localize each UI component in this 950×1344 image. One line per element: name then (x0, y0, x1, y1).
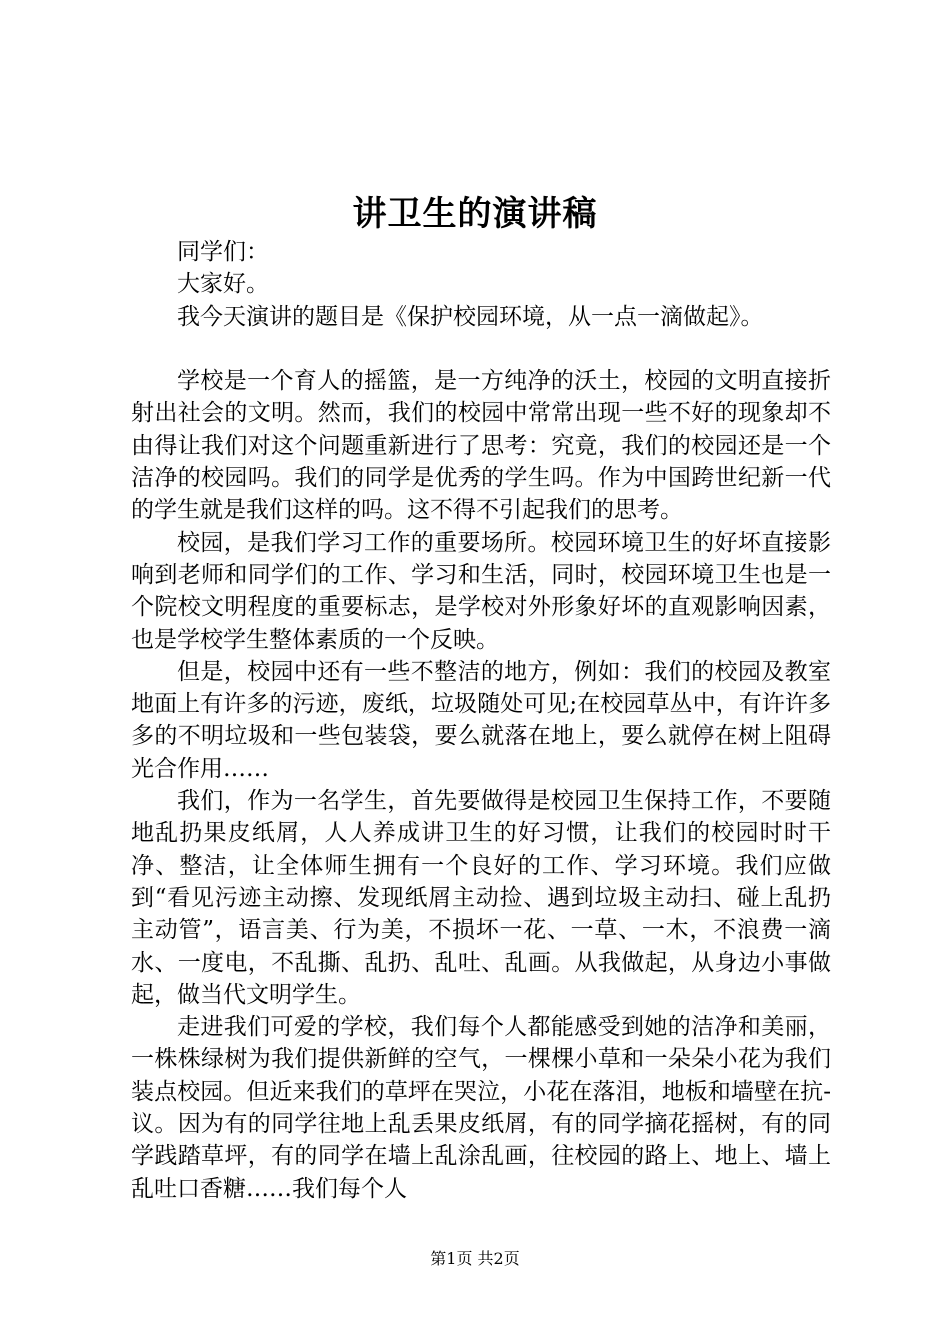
body-paragraph: 我们，作为一名学生，首先要做得是校园卫生保持工作，不要随地乱扔果皮纸屑，人人养成讲卫生的好习惯，让我们的校园时时干净、整洁，让全体师生拥有一个良好的工作、学习环境。我们应做到“看见污迹主动擦、发现纸屑主动捡、遇到垃圾主动扫、碰上乱扔主动管”，语言美、行为美，不损坏一花、一草、一木，不浪费一滴水、一度电，不乱撕、乱扔、乱吐、乱画。从我做起，从身边小事做起，做当代文明学生。 (131, 788, 831, 1008)
blank-line (131, 333, 831, 365)
body-paragraph: 走进我们可爱的学校，我们每个人都能感受到她的洁净和美丽，一株株绿树为我们提供新鲜的空气，一棵棵小草和一朵朵小花为我们装点校园。但近来我们的草坪在哭泣，小花在落泪，地板和墙壁在抗-议。因为有的同学往地上乱丢果皮纸屑，有的同学摘花摇树，有的同学践踏草坪，有的同学在墙上乱涂乱画，往校园的路上、地上、墙上乱吐口香糖……我们每个人 (131, 1014, 831, 1202)
salutation: 同学们： (177, 239, 269, 265)
document-body (131, 236, 831, 1205)
speech-topic: 我今天演讲的题目是《保护校园环境，从一点一滴做起》。 (177, 303, 764, 330)
body-paragraph: 校园，是我们学习工作的重要场所。校园环境卫生的好坏直接影响到老师和同学们的工作、学习和生活，同时，校园环境卫生也是一个院校文明程度的重要标志，是学校对外形象好坏的直观影响因素，也是学校学生整体素质的一个反映。 (131, 529, 831, 653)
page-footer: 第1页 共2页 (430, 1249, 520, 1268)
body-paragraph: 但是，校园中还有一些不整洁的地方，例如：我们的校园及教室地面上有许多的污迹，废纸，垃圾随处可见;在校园草丛中，有许许多多的不明垃圾和一些包装袋，要么就落在地上，要么就停在树上阻碍光合作用…… (131, 658, 831, 782)
body-paragraph: 学校是一个育人的摇篮，是一方纯净的沃土，校园的文明直接折射出社会的文明。然而，我们的校园中常常出现一些不好的现象却不由得让我们对这个问题重新进行了思考：究竟，我们的校园还是一个洁净的校园吗。我们的同学是优秀的学生吗。作为中国跨世纪新一代的学生就是我们这样的吗。这不得不引起我们的思考。 (131, 368, 831, 524)
greeting: 大家好。 (177, 271, 269, 298)
document-title: 讲卫生的演讲稿 (352, 194, 598, 234)
